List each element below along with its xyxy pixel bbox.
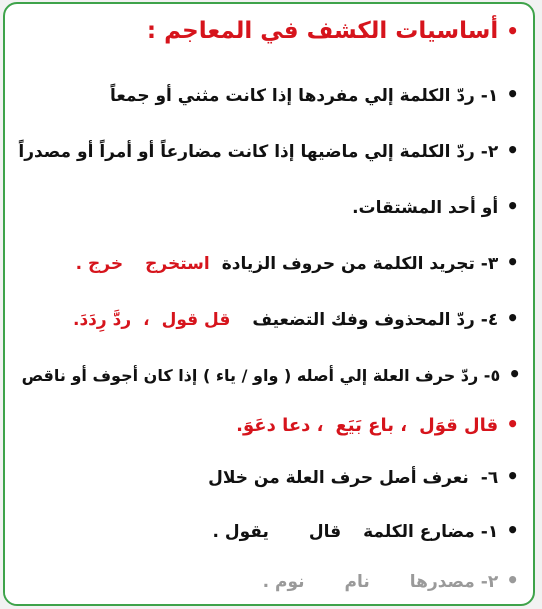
bullet: •: [506, 138, 519, 162]
bullet: •: [506, 464, 519, 488]
rule-1: [15, 84, 519, 106]
rule-5: [15, 364, 521, 385]
rule-2-continuation: [15, 196, 519, 218]
rule-5-text: ٥- ردّ حرف العلة إلي أصله ( واو / ياء ) إذا كان أجوف أو ناقص: [21, 366, 501, 385]
sub-item-2: [15, 570, 519, 592]
sub-item-1-example-1: قال: [308, 522, 342, 542]
bullet: •: [506, 194, 519, 218]
sub-item-1: [15, 520, 519, 542]
bullet: •: [506, 306, 519, 330]
rule-3-example-1: استخرج: [145, 254, 210, 274]
sub-heading-number: ٦-: [480, 468, 499, 488]
rule-4-example-1: قل قول: [161, 310, 231, 330]
rule-4: [15, 308, 519, 330]
content-card: [3, 2, 535, 606]
rule-5-examples: [15, 414, 519, 436]
rule-5-example-a: قال قوَل: [419, 415, 499, 436]
rule-3-text: ٣- تجريد الكلمة من حروف الزيادة: [221, 254, 499, 274]
rule-4-text: ٤- ردّ المحذوف وفك التضعيف: [252, 310, 499, 330]
bullet: •: [506, 250, 519, 274]
rule-4-example-2: ردَّ رِدَدَ.: [73, 310, 132, 330]
rule-2: [15, 140, 519, 162]
bullet: •: [506, 412, 519, 436]
bullet: •: [508, 362, 521, 386]
sub-heading: [15, 466, 519, 488]
bullet: •: [506, 518, 519, 542]
sub-item-1-example-2: يقول .: [212, 522, 269, 542]
sub-item-2-label: ٢- مصدرها: [409, 572, 499, 592]
rule-2-cont-text: أو أحد المشتقات.: [352, 198, 499, 218]
rule-3: [15, 252, 519, 274]
rule-1-text: ١- ردّ الكلمة إلي مفردها إذا كانت مثني أو جمعاً: [109, 86, 499, 106]
title-line: [15, 18, 519, 44]
sub-heading-text: نعرف أصل حرف العلة من خلال: [208, 468, 469, 488]
sub-item-2-example-2: نوم .: [262, 572, 305, 592]
sub-item-1-label: ١- مضارع الكلمة: [363, 522, 499, 542]
bullet: •: [506, 82, 519, 106]
rule-2-text: ٢- ردّ الكلمة إلي ماضيها إذا كانت مضارعاً أو أمراً أو مصدراً: [18, 142, 499, 162]
bullet: •: [506, 19, 519, 43]
sub-item-2-example-1: نام: [344, 572, 370, 592]
page-title: أساسيات الكشف في المعاجم :: [146, 18, 499, 44]
rule-5-example-b: ، باع بَيَع: [335, 415, 408, 436]
rule-5-example-c: ، دعا دعَوَ.: [236, 415, 324, 436]
blank-corner: [5, 524, 43, 606]
bullet: •: [506, 568, 519, 592]
rule-4-separator: ،: [143, 310, 150, 330]
rule-3-example-2: خرج .: [75, 254, 124, 274]
